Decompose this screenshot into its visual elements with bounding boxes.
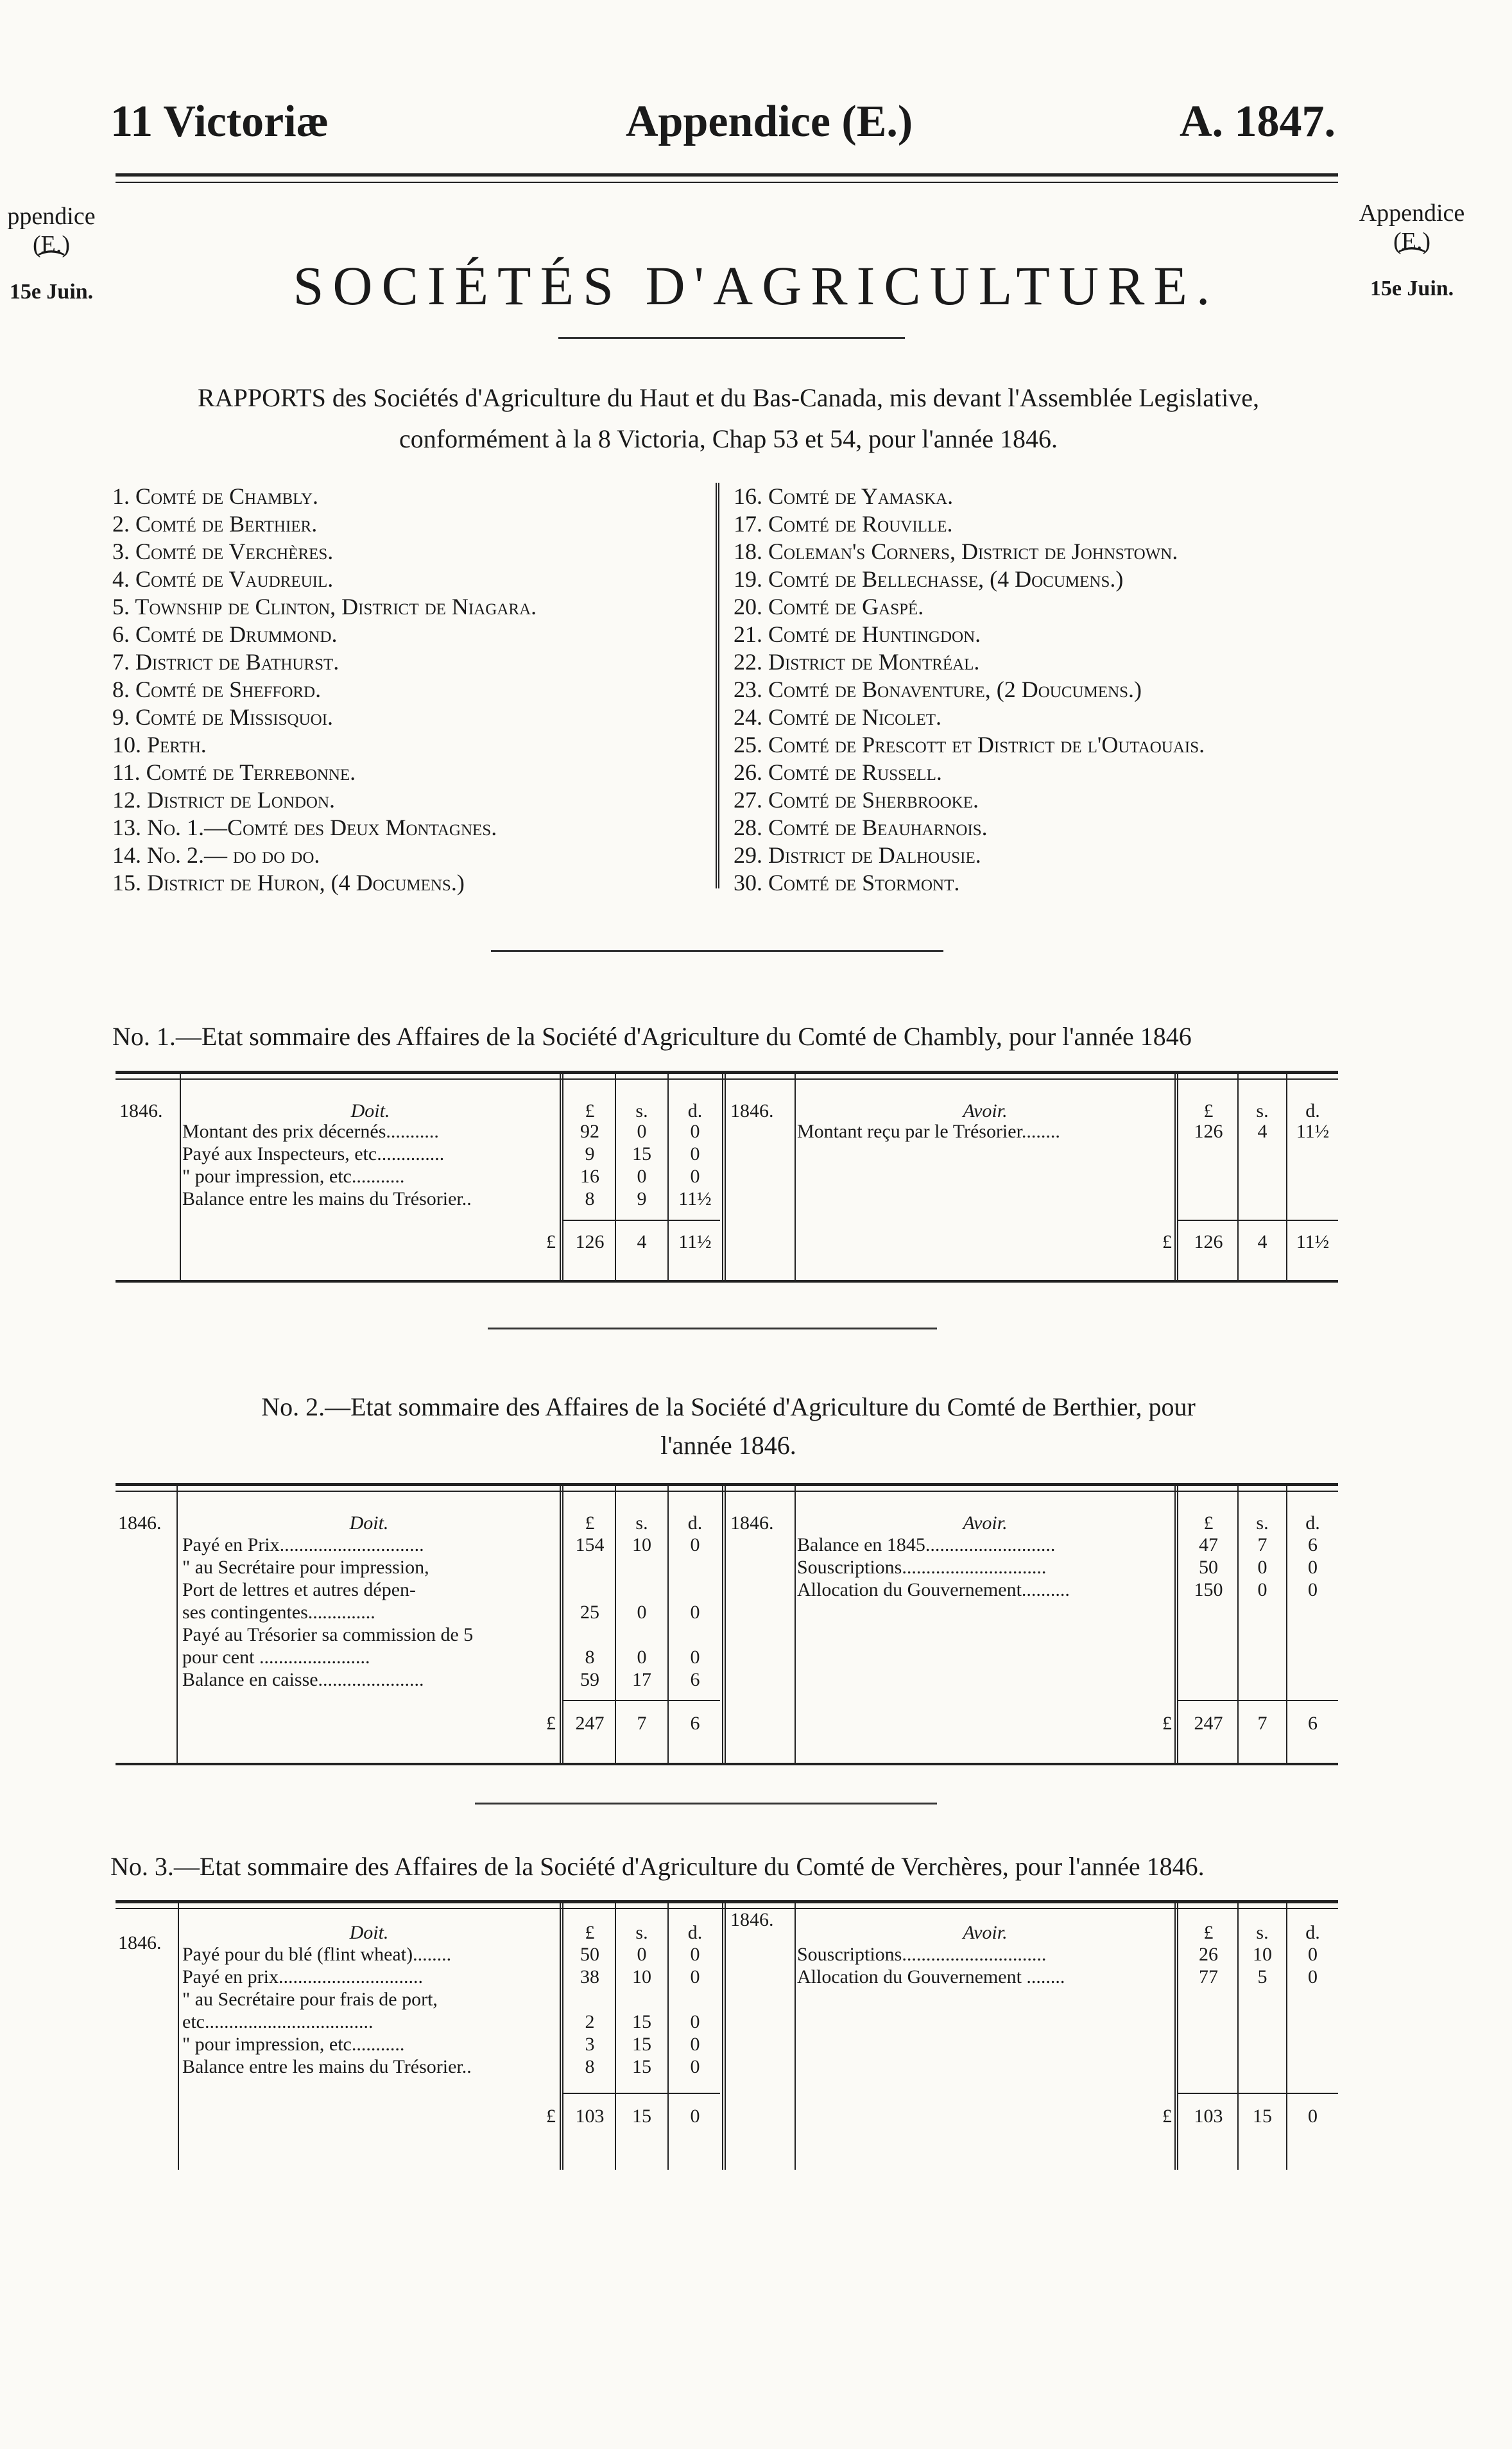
acct2-debit-row-pounds: 154 [575,1534,605,1555]
acct3-total-debit-d: 0 [690,2106,700,2127]
acct3-debit-row-pounds: 38 [580,1966,599,1987]
acct1-table [116,1071,1338,1283]
acct1-debit-row-pence: 11½ [678,1188,712,1209]
acct1-total-credit-l: 126 [1194,1231,1223,1252]
list-item: 19. Comté de Bellechasse, (4 Documens.) [734,566,1124,592]
acct2-ornament-rule [475,1803,937,1804]
acct3-title: No. 3.—Etat sommaire des Affaires de la Société d'Agriculture du Comté de Verchères, pour l'année 1846. [110,1852,1205,1881]
margin-note-right-line2: (E.) [1393,228,1431,255]
acct3-debit-row-pounds: 2 [585,2011,595,2032]
acct1-debit-row-shillings: 0 [637,1121,647,1142]
list-item: 16. Comté de Yamaska. [734,483,954,509]
acct3-debit-row-label: " au Secrétaire pour frais de port, [182,1989,438,2010]
page-title: SOCIÉTÉS D'AGRICULTURE. [293,255,1219,316]
acct2-debit-row-pounds: 59 [580,1669,599,1690]
list-item: 14. No. 2.— do do do. [112,842,320,868]
list-item: 7. District de Bathurst. [112,649,339,675]
acct3-credit-row-label: Allocation du Gouvernement ........ [797,1966,1065,1987]
acct2-debit-row-shillings: 10 [632,1534,651,1555]
header-appendix: Appendice (E.) [626,97,913,146]
wave-ornament-left: ⁀ [39,252,64,284]
acct1-debit-row-pounds: 9 [585,1143,595,1164]
acct2-col-s-right: s. [1256,1512,1269,1534]
list-item: 24. Comté de Nicolet. [734,704,942,730]
acct1-debit-row-pounds: 8 [585,1188,595,1209]
acct3-col-l-right: £ [1203,1922,1214,1943]
list-item: 28. Comté de Beauharnois. [734,815,988,840]
acct1-year-right: 1846. [730,1100,774,1121]
acct2-total-debit-mark: £ [546,1713,556,1734]
acct2-total-debit-s: 7 [637,1713,647,1734]
acct1-title: No. 1.—Etat sommaire des Affaires de la Société d'Agriculture du Comté de Chambly, pour l'année 1846 [112,1022,1192,1051]
acct2-credit-row-pounds: 150 [1194,1579,1223,1600]
acct2-title-line2: l'année 1846. [660,1431,796,1460]
acct2-debit-row-label: pour cent ....................... [182,1647,370,1668]
acct3-credit-row-label: Souscriptions.............................. [797,1944,1047,1965]
intro-line-1: RAPPORTS des Sociétés d'Agriculture du Haut et du Bas-Canada, mis devant l'Assemblée Legislative, [198,383,1259,412]
list-item: 13. No. 1.—Comté des Deux Montagnes. [112,815,497,840]
list-item: 23. Comté de Bonaventure, (2 Doucumens.) [734,677,1142,702]
acct2-total-credit-l: 247 [1194,1713,1223,1734]
acct2-credit-row-pounds: 47 [1199,1534,1218,1555]
margin-note-right-line1: Appendice [1359,200,1465,227]
acct3-total-credit-d: 0 [1308,2106,1318,2127]
acct1-total-debit-d: 11½ [678,1231,712,1252]
list-item: 22. District de Montréal. [734,649,980,675]
acct3-table [116,1900,1338,2170]
acct3-year-right: 1846. [730,1909,774,1930]
acct3-credit-row-pence: 0 [1308,1966,1318,1987]
margin-note-left-line1: ppendice [7,203,96,230]
acct2-total-debit-d: 6 [690,1713,700,1734]
acct3-credit-row-shillings: 10 [1253,1944,1272,1965]
margin-note-left-line2: (E.) [32,231,71,258]
acct1-col-l: £ [585,1100,595,1121]
list-item: 18. Coleman's Corners, District de Johnstown. [734,539,1178,564]
list-item: 26. Comté de Russell. [734,759,942,785]
list-ornament-rule [491,950,943,952]
acct3-debit-row-label: " pour impression, etc........... [182,2034,405,2055]
acct1-credit-row-label: Montant reçu par le Trésorier........ [797,1121,1060,1142]
acct1-total-credit-d: 11½ [1296,1231,1330,1252]
acct2-credit-row-label: Balance en 1845........................... [797,1534,1056,1555]
acct3-total-credit-s: 15 [1253,2106,1272,2127]
acct2-total-credit-mark: £ [1162,1713,1172,1734]
acct2-debit-row-label: Payé au Trésorier sa commission de 5 [182,1624,474,1645]
acct3-debit-row-pence: 0 [690,2034,700,2055]
acct1-debit-row-pounds: 92 [580,1121,599,1142]
acct3-col-d: d. [687,1922,703,1943]
header-rule-thin [116,182,1338,183]
acct1-debit-row-label: Payé aux Inspecteurs, etc.............. [182,1143,445,1164]
list-item: 12. District de London. [112,787,336,813]
acct2-debit-row-pence: 6 [690,1669,700,1690]
acct3-total-debit-s: 15 [632,2106,651,2127]
acct2-col-d: d. [687,1512,703,1534]
acct2-credit-row-pounds: 50 [1199,1557,1218,1578]
acct1-debit-row-label: Balance entre les mains du Trésorier.. [182,1188,472,1209]
list-item: 1. Comté de Chambly. [112,483,319,509]
acct3-debit-row-shillings: 15 [632,2056,651,2077]
acct2-debit-row-pence: 0 [690,1647,700,1668]
list-item: 8. Comté de Shefford. [112,677,322,702]
acct2-debit-row-label: ses contingentes.............. [182,1602,375,1623]
acct1-total-debit-mark: £ [546,1231,556,1252]
list-item: 15. District de Huron, (4 Documens.) [112,870,465,896]
acct1-year-left: 1846. [119,1100,163,1121]
acct2-credit-row-pence: 0 [1308,1579,1318,1600]
acct3-debit-row-label: etc................................... [182,2011,374,2032]
list-item: 30. Comté de Stormont. [734,870,960,896]
acct2-debit-row-pounds: 25 [580,1602,599,1623]
header-rule [116,173,1338,177]
acct1-debit-row-pounds: 16 [580,1166,599,1187]
intro-line-2: conformément à la 8 Victoria, Chap 53 et 54, pour l'année 1846. [399,424,1058,453]
acct1-debit-row-shillings: 9 [637,1188,647,1209]
acct3-doit: Doit. [349,1922,389,1943]
society-list-right [734,483,1350,897]
acct2-debit-row-label: " au Secrétaire pour impression, [182,1557,429,1578]
acct2-debit-row-label: Payé en Prix.............................. [182,1534,424,1555]
acct2-debit-row-label: Port de lettres et autres dépen- [182,1579,417,1600]
acct1-total-debit-l: 126 [575,1231,605,1252]
acct2-debit-row-shillings: 0 [637,1647,647,1668]
list-item: 5. Township de Clinton, District de Niagara. [112,594,537,619]
acct2-total-debit-l: 247 [575,1713,605,1734]
acct2-avoir: Avoir. [963,1512,1008,1534]
acct3-col-l: £ [585,1922,595,1943]
acct3-credit-row-shillings: 5 [1257,1966,1267,1987]
acct3-credit-row-pounds: 26 [1199,1944,1218,1965]
acct2-debit-row-pence: 0 [690,1534,700,1555]
acct1-col-l-right: £ [1203,1100,1214,1121]
acct3-total-credit-l: 103 [1194,2106,1223,2127]
list-item: 21. Comté de Huntingdon. [734,621,981,647]
wave-ornament-right: ⁀ [1400,248,1424,281]
acct3-debit-row-pence: 0 [690,1966,700,1987]
acct1-ornament-rule [488,1328,937,1329]
list-item: 4. Comté de Vaudreuil. [112,566,334,592]
acct3-debit-row-pounds: 3 [585,2034,595,2055]
acct2-year-left: 1846. [118,1512,162,1534]
acct3-debit-row-shillings: 10 [632,1966,651,1987]
acct3-debit-row-shillings: 15 [632,2034,651,2055]
list-divider [716,483,719,888]
list-item: 6. Comté de Drummond. [112,621,338,647]
acct3-debit-row-pence: 0 [690,1944,700,1965]
acct3-total-debit-mark: £ [546,2106,556,2127]
list-item: 3. Comté de Verchères. [112,539,334,564]
acct1-col-d-right: d. [1305,1100,1320,1121]
list-item: 9. Comté de Missisquoi. [112,704,334,730]
header-year: A. 1847. [1180,97,1336,146]
acct2-credit-row-shillings: 0 [1257,1557,1267,1578]
acct3-debit-row-label: Balance entre les mains du Trésorier.. [182,2056,472,2077]
acct1-credit-row-shillings: 4 [1257,1121,1267,1142]
acct2-credit-row-label: Souscriptions.............................. [797,1557,1047,1578]
acct2-debit-row-label: Balance en caisse...................... [182,1669,424,1690]
acct3-debit-row-pence: 0 [690,2056,700,2077]
list-item: 25. Comté de Prescott et District de l'Outaouais. [734,732,1205,757]
acct2-credit-row-label: Allocation du Gouvernement.......... [797,1579,1070,1600]
acct2-credit-row-pence: 6 [1308,1534,1318,1555]
acct3-debit-row-pounds: 50 [580,1944,599,1965]
list-item: 10. Perth. [112,732,207,757]
acct1-total-credit-mark: £ [1162,1231,1172,1252]
list-item: 20. Comté de Gaspé. [734,594,924,619]
acct1-credit-row-pounds: 126 [1194,1121,1223,1142]
acct1-debit-row-pence: 0 [690,1143,700,1164]
margin-note-left-line3: 15e Juin. [9,280,94,304]
acct3-avoir: Avoir. [963,1922,1008,1943]
acct1-col-s-right: s. [1256,1100,1269,1121]
acct3-year-left: 1846. [118,1932,162,1953]
acct3-debit-row-label: Payé pour du blé (flint wheat)........ [182,1944,452,1965]
acct3-debit-row-label: Payé en prix.............................. [182,1966,423,1987]
acct2-doit: Doit. [349,1512,389,1534]
acct2-col-s: s. [635,1512,648,1534]
list-item: 2. Comté de Berthier. [112,511,318,537]
acct1-debit-row-label: Montant des prix décernés........... [182,1121,439,1142]
acct2-credit-row-shillings: 7 [1257,1534,1267,1555]
acct1-debit-row-pence: 0 [690,1166,700,1187]
list-item: 17. Comté de Rouville. [734,511,953,537]
acct1-col-s: s. [635,1100,648,1121]
acct2-credit-row-pence: 0 [1308,1557,1318,1578]
acct1-avoir: Avoir. [963,1100,1008,1121]
acct1-debit-row-label: " pour impression, etc........... [182,1166,405,1187]
acct2-total-credit-d: 6 [1308,1713,1318,1734]
acct1-debit-row-shillings: 15 [632,1143,651,1164]
acct1-debit-row-pence: 0 [690,1121,700,1142]
acct2-col-d-right: d. [1305,1512,1320,1534]
acct2-title-line1: No. 2.—Etat sommaire des Affaires de la Société d'Agriculture du Comté de Berthier, pour [261,1392,1196,1421]
acct2-title [109,1388,1348,1465]
acct2-debit-row-shillings: 17 [632,1669,651,1690]
acct2-debit-row-pence: 0 [690,1602,700,1623]
list-item: 11. Comté de Terrebonne. [112,759,356,785]
acct3-col-s-right: s. [1256,1922,1269,1943]
acct1-debit-row-shillings: 0 [637,1166,647,1187]
acct2-debit-row-shillings: 0 [637,1602,647,1623]
margin-note-right-line3: 15e Juin. [1370,277,1454,300]
acct3-credit-row-pence: 0 [1308,1944,1318,1965]
acct3-total-debit-l: 103 [575,2106,605,2127]
acct2-table [116,1483,1338,1765]
acct1-doit: Doit. [350,1100,390,1121]
acct1-col-d: d. [687,1100,703,1121]
acct3-col-d-right: d. [1305,1922,1320,1943]
acct2-year-right: 1846. [730,1512,774,1534]
acct3-total-credit-mark: £ [1162,2106,1172,2127]
acct2-col-l-right: £ [1203,1512,1214,1534]
header-volume: 11 Victoriæ [110,97,329,146]
title-ornament-rule [558,337,905,339]
intro-paragraph [109,377,1348,460]
acct2-col-l: £ [585,1512,595,1534]
acct2-debit-row-pounds: 8 [585,1647,595,1668]
society-list-left [112,483,709,897]
list-item: 27. Comté de Sherbrooke. [734,787,979,813]
acct2-total-credit-s: 7 [1257,1713,1267,1734]
acct3-debit-row-shillings: 0 [637,1944,647,1965]
list-item: 29. District de Dalhousie. [734,842,981,868]
acct3-col-s: s. [635,1922,648,1943]
acct1-total-credit-s: 4 [1257,1231,1267,1252]
acct3-debit-row-pounds: 8 [585,2056,595,2077]
acct3-debit-row-shillings: 15 [632,2011,651,2032]
acct1-credit-row-pence: 11½ [1296,1121,1330,1142]
acct3-credit-row-pounds: 77 [1199,1966,1218,1987]
acct3-debit-row-pence: 0 [690,2011,700,2032]
acct1-total-debit-s: 4 [637,1231,647,1252]
acct2-credit-row-shillings: 0 [1257,1579,1267,1600]
